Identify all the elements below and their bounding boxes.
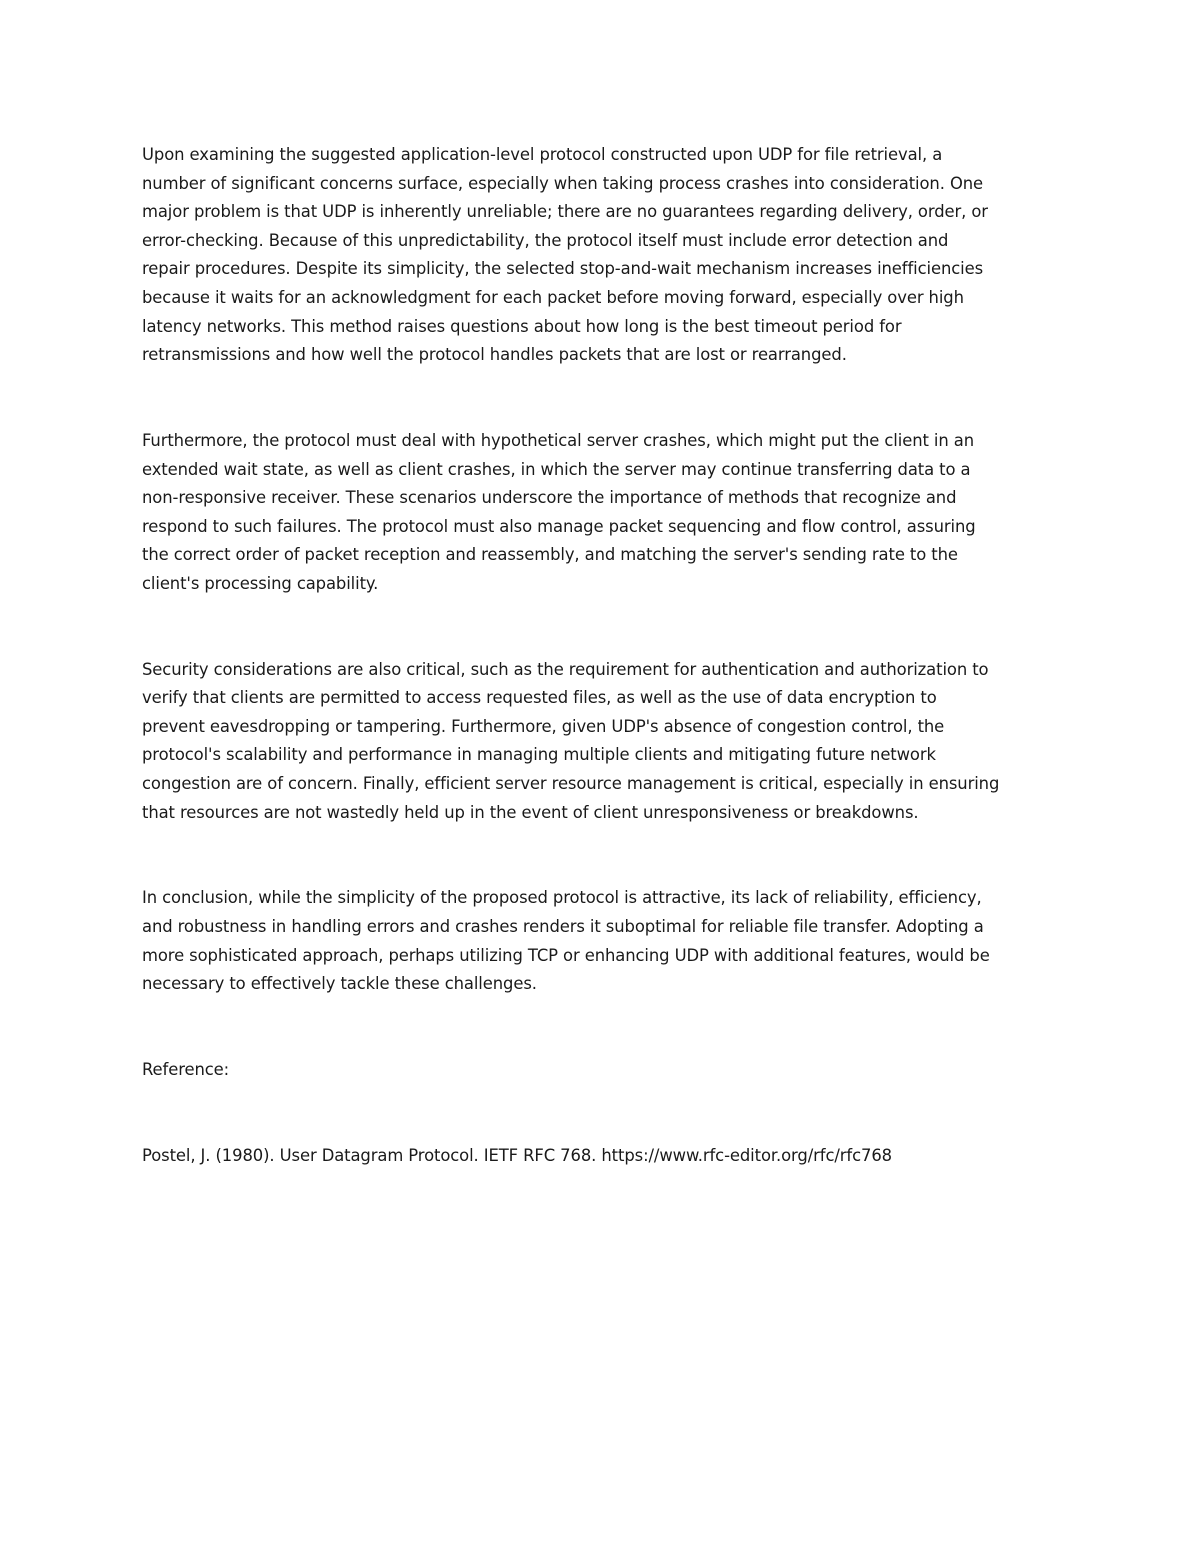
paragraph-line: major problem is that UDP is inherently unreliable; there are no guarantees regarding delivery, order, or bbox=[142, 202, 988, 222]
paragraph-line: because it waits for an acknowledgment for each packet before moving forward, especially over high bbox=[142, 287, 964, 307]
paragraph-line: protocol's scalability and performance in managing multiple clients and mitigating future network bbox=[142, 745, 936, 765]
paragraph-line: non-responsive receiver. These scenarios underscore the importance of methods that recognize and bbox=[142, 488, 957, 508]
paragraph-line: respond to such failures. The protocol must also manage packet sequencing and flow control, assuring bbox=[142, 516, 976, 536]
document-body bbox=[142, 141, 1062, 1170]
paragraph-line: verify that clients are permitted to access requested files, as well as the use of data encryption to bbox=[142, 688, 937, 708]
paragraph-line: latency networks. This method raises questions about how long is the best timeout period for bbox=[142, 316, 902, 336]
paragraph-spacer bbox=[142, 827, 1062, 884]
paragraph-line: number of significant concerns surface, especially when taking process crashes into consideration. One bbox=[142, 173, 984, 193]
paragraph-security bbox=[142, 656, 1062, 828]
paragraph-line: Furthermore, the protocol must deal with hypothetical server crashes, which might put the client in an bbox=[142, 430, 975, 450]
paragraph-line: that resources are not wastedly held up in the event of client unresponsiveness or breakdowns. bbox=[142, 802, 919, 822]
paragraph-introduction bbox=[142, 141, 1062, 370]
paragraph-line: the correct order of packet reception and reassembly, and matching the server's sending rate to the bbox=[142, 545, 958, 565]
paragraph-line: repair procedures. Despite its simplicity, the selected stop-and-wait mechanism increases inefficiencies bbox=[142, 259, 984, 279]
paragraph-line: necessary to effectively tackle these challenges. bbox=[142, 974, 537, 994]
reference-list bbox=[142, 1142, 1062, 1171]
paragraph-crashes bbox=[142, 427, 1062, 599]
reference-entry: Postel, J. (1980). User Datagram Protocol. IETF RFC 768. https://www.rfc-editor.org/rfc/rfc768 bbox=[142, 1145, 892, 1165]
reference-heading: Reference: bbox=[142, 1060, 230, 1079]
paragraph-line: congestion are of concern. Finally, efficient server resource management is critical, especially in ensuring bbox=[142, 774, 1000, 794]
paragraph-spacer bbox=[142, 1085, 1062, 1142]
paragraph-line: Upon examining the suggested application-level protocol constructed upon UDP for file retrieval, a bbox=[142, 145, 943, 164]
paragraph-line: and robustness in handling errors and crashes renders it suboptimal for reliable file transfer. Adopting a bbox=[142, 917, 984, 937]
paragraph-spacer bbox=[142, 370, 1062, 427]
paragraph-line: Security considerations are also critical, such as the requirement for authentication and authorization to bbox=[142, 659, 989, 679]
paragraph-conclusion bbox=[142, 884, 1062, 998]
paragraph-line: extended wait state, as well as client crashes, in which the server may continue transferring data to a bbox=[142, 459, 971, 479]
paragraph-spacer bbox=[142, 999, 1062, 1056]
paragraph-line: more sophisticated approach, perhaps utilizing TCP or enhancing UDP with additional features, would be bbox=[142, 945, 990, 965]
reference-section bbox=[142, 1056, 1062, 1085]
paragraph-line: client's processing capability. bbox=[142, 573, 379, 593]
paragraph-line: In conclusion, while the simplicity of the proposed protocol is attractive, its lack of reliability, efficiency, bbox=[142, 888, 982, 908]
paragraph-line: retransmissions and how well the protocol handles packets that are lost or rearranged. bbox=[142, 345, 847, 365]
paragraph-line: error-checking. Because of this unpredictability, the protocol itself must include error detection and bbox=[142, 230, 949, 250]
paragraph-spacer bbox=[142, 599, 1062, 656]
paragraph-line: prevent eavesdropping or tampering. Furthermore, given UDP's absence of congestion control, the bbox=[142, 716, 945, 736]
